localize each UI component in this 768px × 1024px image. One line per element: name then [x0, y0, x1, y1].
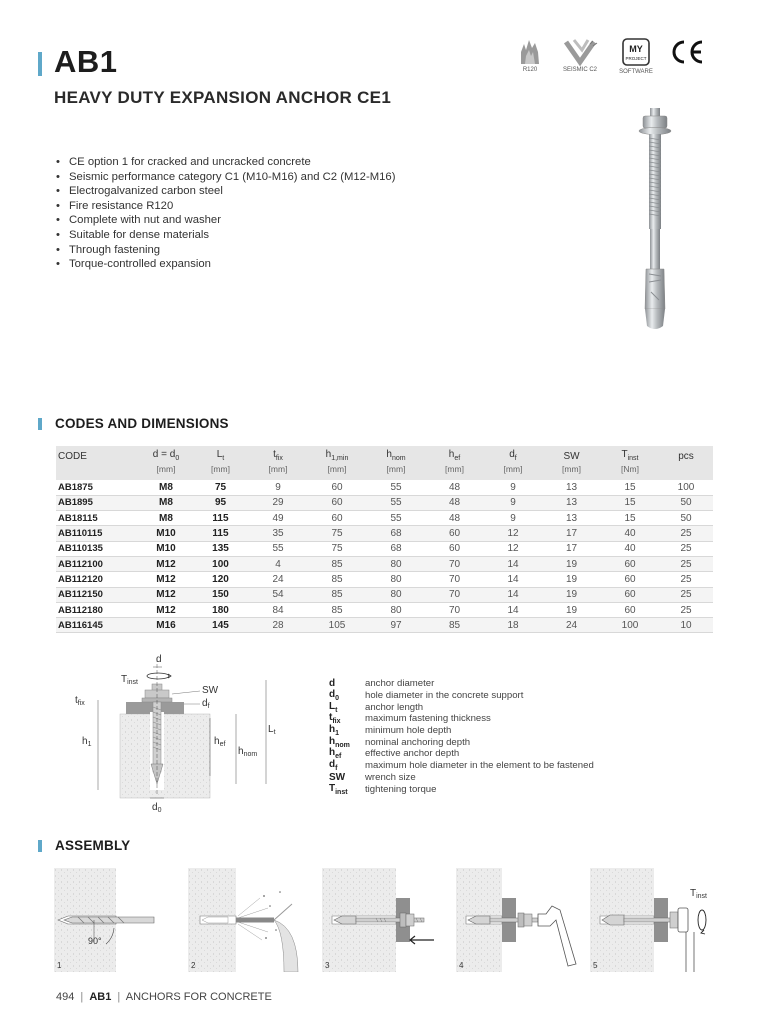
- legend-row: [329, 725, 594, 737]
- col-header-df: $d_f$: [509, 449, 517, 462]
- feature-list: [56, 155, 395, 272]
- table-cell: 55: [249, 541, 307, 556]
- table-cell: M8: [140, 480, 192, 495]
- table-cell: 9: [484, 495, 542, 510]
- table-cell: M8: [140, 511, 192, 526]
- footer-separator: |: [117, 991, 121, 1003]
- dimensions-table-body: [56, 480, 713, 633]
- table-cell: 97: [367, 618, 425, 633]
- table-header-row: [56, 446, 713, 464]
- table-cell: 60: [425, 541, 484, 556]
- page-title: AB1: [54, 44, 118, 79]
- table-cell: 135: [192, 541, 249, 556]
- diagram-label-df: $d_f$: [202, 698, 210, 710]
- table-cell: M10: [140, 541, 192, 556]
- diagram-label-d: d: [156, 654, 162, 665]
- myproject-text-my: MY: [629, 44, 643, 54]
- diagram-label-hef: $h_{ef}$: [214, 736, 226, 748]
- fire-resistance-icon: [517, 38, 543, 66]
- table-cell: 48: [425, 495, 484, 510]
- seismic-icon: [560, 38, 600, 66]
- table-units-row: [56, 464, 713, 480]
- table-cell: 70: [425, 602, 484, 617]
- legend-row: [329, 713, 594, 725]
- table-cell: 100: [192, 556, 249, 571]
- table-cell: 19: [542, 602, 601, 617]
- table-cell: 55: [367, 495, 425, 510]
- unit-cell: [mm]: [562, 464, 581, 474]
- table-cell: 68: [367, 526, 425, 541]
- legend-row: [329, 772, 594, 784]
- legend-symbol-base: SW: [329, 771, 346, 783]
- col-header-d: $d = d_0$: [152, 449, 180, 462]
- table-cell: 85: [425, 618, 484, 633]
- table-cell: M12: [140, 587, 192, 602]
- table-cell: 40: [601, 526, 659, 541]
- diagram-label-h1: $h_1$: [82, 736, 92, 748]
- table-cell: 29: [249, 495, 307, 510]
- legend-symbol-base: d: [329, 759, 336, 771]
- unit-cell: [Nm]: [621, 464, 639, 474]
- anchor-product-image: [625, 104, 685, 334]
- legend-description: hole diameter in the concrete support: [365, 690, 524, 702]
- table-cell: 70: [425, 556, 484, 571]
- product-code-cell: AB112180: [56, 602, 140, 617]
- fire-resistance-label: R120: [522, 67, 538, 73]
- feature-item: • Complete with nut and washer: [56, 213, 395, 228]
- table-cell: 18: [484, 618, 542, 633]
- table-cell: 24: [249, 572, 307, 587]
- feature-item: • Seismic performance category C1 (M10-M16) and C2 (M12-M16): [56, 170, 395, 185]
- fire-resistance-badge: [515, 38, 545, 73]
- myproject-text-project: PROJECT: [625, 56, 647, 61]
- legend-row: [329, 760, 594, 772]
- table-row: [56, 495, 713, 510]
- legend-symbol-base: T: [329, 782, 336, 794]
- table-cell: 25: [659, 572, 713, 587]
- table-cell: 75: [307, 526, 367, 541]
- table-cell: 9: [249, 480, 307, 495]
- legend-row: [329, 678, 594, 690]
- legend-symbol-subscript: fix: [332, 718, 341, 726]
- table-cell: 150: [192, 587, 249, 602]
- unit-cell: [mm]: [268, 464, 288, 474]
- table-cell: 54: [249, 587, 307, 602]
- torque-illustration: [590, 868, 712, 972]
- assembly-step-2: [188, 868, 310, 972]
- unit-cell: [mm]: [211, 464, 230, 474]
- table-cell: 13: [542, 495, 601, 510]
- diagram-label-tfix: $t_{fix}$: [75, 695, 85, 707]
- table-cell: 60: [601, 572, 659, 587]
- footer-separator: |: [80, 991, 84, 1003]
- diagram-label-d0: $d_0$: [152, 802, 162, 814]
- table-cell: 50: [659, 511, 713, 526]
- symbol-legend: [329, 678, 594, 795]
- product-code-cell: AB116145: [56, 618, 140, 633]
- dimensions-table: [56, 446, 713, 633]
- table-cell: M12: [140, 556, 192, 571]
- table-cell: 24: [542, 618, 601, 633]
- legend-symbol-subscript: f: [335, 765, 338, 773]
- table-cell: 60: [601, 556, 659, 571]
- table-cell: 68: [367, 541, 425, 556]
- table-cell: 17: [542, 526, 601, 541]
- legend-symbol-base: d: [329, 678, 336, 690]
- assembly-step-4: [456, 868, 578, 972]
- table-cell: 25: [659, 602, 713, 617]
- assembly-heading: ASSEMBLY: [55, 838, 131, 853]
- certification-row: [515, 38, 715, 78]
- table-cell: 84: [249, 602, 307, 617]
- assembly-label-tinst: $T_{inst}$: [690, 888, 708, 900]
- product-code-cell: AB112120: [56, 572, 140, 587]
- table-cell: 85: [307, 572, 367, 587]
- table-cell: 80: [367, 602, 425, 617]
- table-cell: 25: [659, 526, 713, 541]
- col-header-tfix: $t_{fix}$: [273, 449, 283, 462]
- legend-symbol-subscript: inst: [335, 788, 348, 796]
- myproject-software-icon: [619, 38, 653, 68]
- product-code-cell: AB1895: [56, 495, 140, 510]
- table-cell: 9: [484, 511, 542, 526]
- table-cell: 14: [484, 587, 542, 602]
- legend-description: tightening torque: [365, 783, 437, 795]
- unit-cell: [mm]: [503, 464, 523, 474]
- table-cell: 60: [307, 495, 367, 510]
- table-row: [56, 602, 713, 617]
- legend-symbol: [329, 772, 365, 783]
- assembly-accent-bar: [38, 840, 42, 852]
- legend-row: [329, 783, 594, 795]
- page-footer: [56, 991, 272, 1003]
- table-cell: 70: [425, 587, 484, 602]
- legend-description: maximum hole diameter in the element to be fastened: [365, 760, 594, 772]
- diagram-label-hnom: $h_{nom}$: [238, 746, 258, 758]
- legend-description: effective anchor depth: [365, 748, 460, 760]
- product-code-cell: AB110115: [56, 526, 140, 541]
- table-cell: 25: [659, 556, 713, 571]
- col-header-code: CODE: [58, 451, 87, 462]
- table-cell: 14: [484, 572, 542, 587]
- table-cell: 48: [425, 480, 484, 495]
- legend-description: wrench size: [365, 771, 416, 783]
- page-number: 494: [56, 991, 75, 1003]
- legend-description: nominal anchoring depth: [365, 736, 471, 748]
- table-cell: 120: [192, 572, 249, 587]
- table-cell: 60: [307, 511, 367, 526]
- legend-symbol-base: h: [329, 724, 336, 736]
- table-cell: 19: [542, 556, 601, 571]
- table-cell: 4: [249, 556, 307, 571]
- table-cell: M8: [140, 495, 192, 510]
- table-cell: 14: [484, 556, 542, 571]
- table-row: [56, 511, 713, 526]
- assembly-step-1: [54, 868, 176, 972]
- codes-accent-bar: [38, 418, 42, 430]
- table-cell: 85: [307, 587, 367, 602]
- legend-symbol-subscript: 1: [335, 730, 340, 738]
- diagram-label-sw: SW: [202, 685, 219, 696]
- feature-item: • Torque-controlled expansion: [56, 257, 395, 272]
- col-header-hnom: $h_{nom}$: [386, 449, 406, 462]
- table-cell: 85: [307, 556, 367, 571]
- table-cell: 70: [425, 572, 484, 587]
- legend-symbol-base: d: [329, 689, 336, 701]
- table-cell: 100: [659, 480, 713, 495]
- page-subtitle: HEAVY DUTY EXPANSION ANCHOR CE1: [54, 88, 392, 107]
- col-header-tinst: $T_{inst}$: [621, 449, 639, 462]
- legend-symbol-base: h: [329, 747, 336, 759]
- table-cell: M16: [140, 618, 192, 633]
- legend-description: maximum fastening thickness: [365, 713, 491, 725]
- legend-symbol-subscript: ef: [335, 753, 342, 761]
- table-cell: 17: [542, 541, 601, 556]
- cleaning-illustration: [188, 868, 310, 972]
- legend-symbol: [329, 678, 365, 689]
- table-cell: 60: [425, 526, 484, 541]
- feature-item: • Fire resistance R120: [56, 199, 395, 214]
- title-accent-bar: [38, 52, 42, 76]
- table-row: [56, 480, 713, 495]
- table-cell: 85: [307, 602, 367, 617]
- assembly-angle-label: 90°: [88, 936, 102, 946]
- insertion-illustration: [322, 868, 444, 972]
- table-cell: 145: [192, 618, 249, 633]
- unit-cell: [659, 464, 713, 480]
- table-cell: 12: [484, 541, 542, 556]
- unit-cell: [mm]: [156, 464, 176, 474]
- software-label: SOFTWARE: [619, 69, 653, 75]
- table-cell: M12: [140, 602, 192, 617]
- legend-symbol-base: t: [329, 712, 333, 724]
- legend-description: anchor diameter: [365, 678, 435, 690]
- table-cell: 60: [601, 587, 659, 602]
- table-cell: 9: [484, 480, 542, 495]
- unit-cell: [mm]: [386, 464, 406, 474]
- diagram-label-tinst: $T_{inst}$: [121, 674, 139, 686]
- table-row: [56, 541, 713, 556]
- legend-row: [329, 690, 594, 702]
- legend-symbol-subscript: nom: [335, 741, 350, 749]
- legend-row: [329, 701, 594, 713]
- feature-item: • Through fastening: [56, 243, 395, 258]
- myproject-badge: [617, 38, 655, 75]
- codes-dimensions-heading: CODES AND DIMENSIONS: [55, 416, 229, 431]
- hammering-illustration: [456, 868, 578, 972]
- table-cell: M10: [140, 526, 192, 541]
- table-cell: 100: [601, 618, 659, 633]
- table-cell: 75: [307, 541, 367, 556]
- col-header-sw: SW: [563, 451, 580, 462]
- step-number: 1: [57, 961, 62, 970]
- table-cell: 55: [367, 480, 425, 495]
- step-number: 4: [459, 961, 464, 970]
- legend-symbol: [329, 759, 365, 772]
- legend-symbol-base: h: [329, 735, 336, 747]
- legend-symbol-subscript: 0: [335, 695, 340, 703]
- table-cell: 10: [659, 618, 713, 633]
- table-row: [56, 572, 713, 587]
- table-cell: 14: [484, 602, 542, 617]
- table-cell: 19: [542, 587, 601, 602]
- table-cell: 15: [601, 480, 659, 495]
- legend-row: [329, 736, 594, 748]
- step-number: 5: [593, 961, 598, 970]
- product-code-cell: AB112150: [56, 587, 140, 602]
- table-cell: 75: [192, 480, 249, 495]
- unit-cell: [mm]: [327, 464, 347, 474]
- table-cell: 60: [601, 602, 659, 617]
- anchor-dimension-diagram: [70, 652, 290, 814]
- feature-item: • Suitable for dense materials: [56, 228, 395, 243]
- feature-item: • CE option 1 for cracked and uncracked concrete: [56, 155, 395, 170]
- table-cell: 25: [659, 587, 713, 602]
- feature-item: • Electrogalvanized carbon steel: [56, 184, 395, 199]
- table-cell: 95: [192, 495, 249, 510]
- col-header-h1min: $h_{1,min}$: [325, 449, 349, 462]
- ce-badge: [667, 38, 707, 66]
- table-cell: 115: [192, 511, 249, 526]
- legend-row: [329, 748, 594, 760]
- drilling-illustration: [54, 868, 176, 972]
- table-cell: 15: [601, 511, 659, 526]
- table-cell: M12: [140, 572, 192, 587]
- diagram-label-lt: $L_t$: [268, 724, 276, 736]
- col-header-lt: $L_t$: [216, 449, 225, 462]
- footer-section: ANCHORS FOR CONCRETE: [125, 991, 272, 1003]
- product-code-cell: AB18115: [56, 511, 140, 526]
- table-row: [56, 556, 713, 571]
- table-cell: 13: [542, 480, 601, 495]
- table-row: [56, 618, 713, 633]
- assembly-step-5: [590, 868, 712, 972]
- table-cell: 25: [659, 541, 713, 556]
- table-cell: 50: [659, 495, 713, 510]
- footer-product: AB1: [89, 991, 112, 1003]
- table-cell: 12: [484, 526, 542, 541]
- table-cell: 28: [249, 618, 307, 633]
- table-cell: 15: [601, 495, 659, 510]
- table-row: [56, 587, 713, 602]
- table-row: [56, 526, 713, 541]
- table-cell: 60: [307, 480, 367, 495]
- unit-cell: [56, 464, 140, 480]
- table-cell: 49: [249, 511, 307, 526]
- table-cell: 40: [601, 541, 659, 556]
- table-cell: 115: [192, 526, 249, 541]
- step-number: 3: [325, 961, 330, 970]
- table-cell: 48: [425, 511, 484, 526]
- seismic-badge: [557, 38, 603, 73]
- legend-symbol-subscript: t: [335, 706, 338, 714]
- table-cell: 105: [307, 618, 367, 633]
- table-cell: 80: [367, 587, 425, 602]
- col-header-hef: $h_{ef}$: [448, 449, 461, 462]
- step-number: 2: [191, 961, 196, 970]
- table-cell: 35: [249, 526, 307, 541]
- product-code-cell: AB110135: [56, 541, 140, 556]
- unit-cell: [mm]: [445, 464, 464, 474]
- col-header-pcs: pcs: [678, 451, 694, 462]
- seismic-label: SEISMIC C2: [562, 67, 597, 73]
- legend-description: anchor length: [365, 701, 424, 713]
- table-cell: 19: [542, 572, 601, 587]
- legend-description: minimum hole depth: [365, 725, 452, 737]
- ce-mark-icon: [668, 38, 706, 66]
- table-cell: 13: [542, 511, 601, 526]
- legend-symbol: [329, 783, 365, 796]
- product-code-cell: AB112100: [56, 556, 140, 571]
- assembly-step-3: [322, 868, 444, 972]
- product-code-cell: AB1875: [56, 480, 140, 495]
- table-cell: 55: [367, 511, 425, 526]
- table-cell: 180: [192, 602, 249, 617]
- table-cell: 80: [367, 572, 425, 587]
- legend-symbol-base: L: [329, 700, 336, 712]
- table-cell: 80: [367, 556, 425, 571]
